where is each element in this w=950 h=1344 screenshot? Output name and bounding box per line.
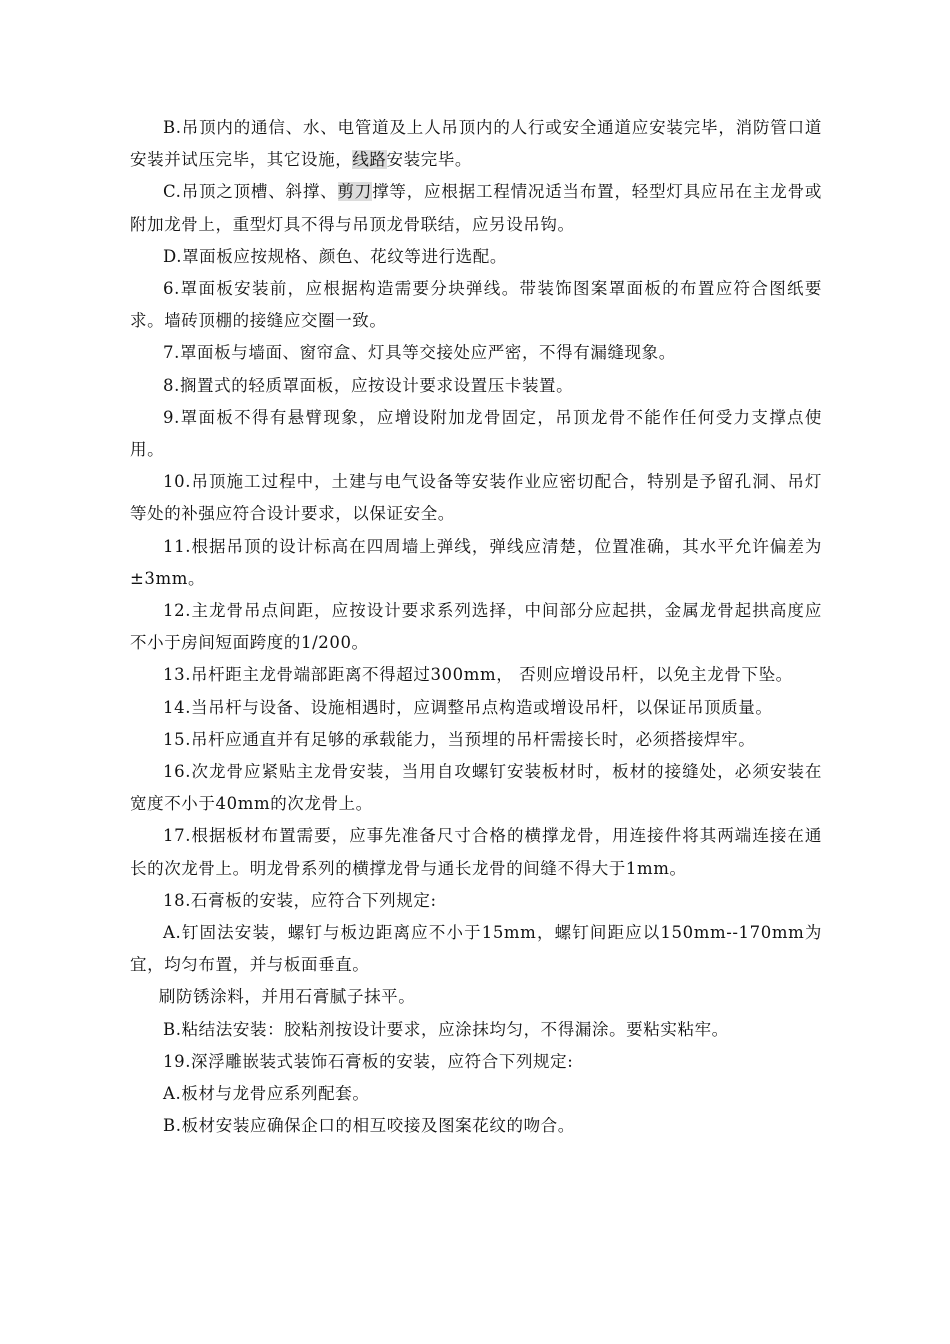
document-page: [130, 112, 822, 1143]
text-segment: 12.主龙骨吊点间距，应按设计要求系列选择，中间部分应起拱，金属龙骨起拱高度应不小于房间短面跨度的1/200。: [130, 601, 822, 653]
paragraph-p-rust: [130, 981, 822, 1013]
paragraph-p-19a: [130, 1078, 822, 1110]
text-segment: 8.搁置式的轻质罩面板，应按设计要求设置压卡装置。: [163, 375, 574, 395]
text-segment: 19.深浮雕嵌装式装饰石膏板的安装，应符合下列规定:: [163, 1051, 574, 1071]
text-segment: A.板材与龙骨应系列配套。: [163, 1084, 370, 1104]
paragraph-p-17: [130, 820, 822, 884]
highlighted-text: 线路: [352, 150, 387, 170]
text-segment: 10.吊顶施工过程中，土建与电气设备等安装作业应密切配合，特别是予留孔洞、吊灯等处的补强应符合设计要求，以保证安全。: [130, 472, 822, 524]
text-segment: 安装完毕。: [386, 150, 473, 170]
paragraph-p-8: [130, 370, 822, 402]
paragraph-p-15: [130, 724, 822, 756]
text-segment: 14.当吊杆与设备、设施相遇时，应调整吊点构造或增设吊杆，以保证吊顶质量。: [163, 697, 773, 717]
paragraph-p-6: [130, 273, 822, 337]
paragraph-p-19b: [130, 1110, 822, 1142]
paragraph-p-b-pipes: [130, 112, 822, 176]
paragraph-p-18b: [130, 1014, 822, 1046]
text-segment: A.钉固法安装，螺钉与板边距离应不小于15mm，螺钉间距应以150mm--170mm为宜，均匀布置，并与板面垂直。: [130, 923, 822, 975]
text-segment: 11.根据吊顶的设计标高在四周墙上弹线，弹线应清楚，位置准确，其水平允许偏差为±3mm。: [130, 536, 822, 588]
paragraph-p-12: [130, 595, 822, 659]
text-segment: B.板材安装应确保企口的相互咬接及图案花纹的吻合。: [163, 1116, 575, 1136]
text-segment: 9.罩面板不得有悬臂现象，应增设附加龙骨固定，吊顶龙骨不能作任何受力支撑点使用。: [130, 407, 822, 460]
text-segment: 17.根据板材布置需要，应事先准备尺寸合格的横撑龙骨，用连接件将其两端连接在通长的次龙骨上。明龙骨系列的横撑龙骨与通长龙骨的间缝不得大于1mm。: [130, 826, 822, 878]
text-segment: D.罩面板应按规格、颜色、花纹等进行选配。: [163, 246, 507, 266]
text-segment: 18.石膏板的安装，应符合下列规定:: [163, 890, 437, 910]
paragraph-p-10: [130, 466, 822, 530]
text-segment: 6.罩面板安装前，应根据构造需要分块弹线。带装饰图案罩面板的布置应符合图纸要求。墙砖顶棚的接缝应交圈一致。: [130, 279, 822, 331]
text-segment: 15.吊杆应通直并有足够的承载能力，当预埋的吊杆需接长时，必须搭接焊牢。: [163, 729, 756, 749]
paragraph-p-13: [130, 659, 822, 691]
paragraph-p-d: [130, 241, 822, 273]
paragraph-p-18a: [130, 917, 822, 981]
paragraph-p-c-lamps: [130, 176, 822, 240]
paragraph-p-7: [130, 337, 822, 369]
paragraph-p-16: [130, 756, 822, 820]
paragraph-p-14: [130, 692, 822, 724]
highlighted-text: 剪刀: [337, 182, 373, 202]
text-segment: B.吊顶内的通信、水、电管道及上人吊顶内的人行或安全通道应安装完毕，消防管口道安装并试压完毕，其它设施，: [130, 118, 822, 170]
paragraph-p-11: [130, 531, 822, 595]
text-segment: C.吊顶之顶槽、斜撑、: [163, 182, 338, 202]
text-segment: 撑等，应根据工程情况适当布置，轻型灯具应吊在主龙骨或附加龙骨上，重型灯具不得与吊顶龙骨联结，应另设吊钩。: [130, 182, 822, 234]
text-segment: 16.次龙骨应紧贴主龙骨安装，当用自攻螺钉安装板材时，板材的接缝处，必须安装在宽度不小于40mm的次龙骨上。: [130, 762, 822, 814]
text-segment: 刷防锈涂料，并用石膏腻子抹平。: [158, 987, 416, 1007]
text-segment: B.粘结法安装：胶粘剂按设计要求，应涂抹均匀，不得漏涂。要粘实粘牢。: [163, 1019, 729, 1039]
text-segment: 13.吊杆距主龙骨端部距离不得超过300mm， 否则应增设吊杆，以免主龙骨下坠。: [163, 665, 793, 685]
paragraph-p-18: [130, 885, 822, 917]
paragraph-p-9: [130, 402, 822, 466]
text-segment: 7.罩面板与墙面、窗帘盒、灯具等交接处应严密，不得有漏缝现象。: [163, 343, 676, 363]
paragraph-p-19: [130, 1046, 822, 1078]
